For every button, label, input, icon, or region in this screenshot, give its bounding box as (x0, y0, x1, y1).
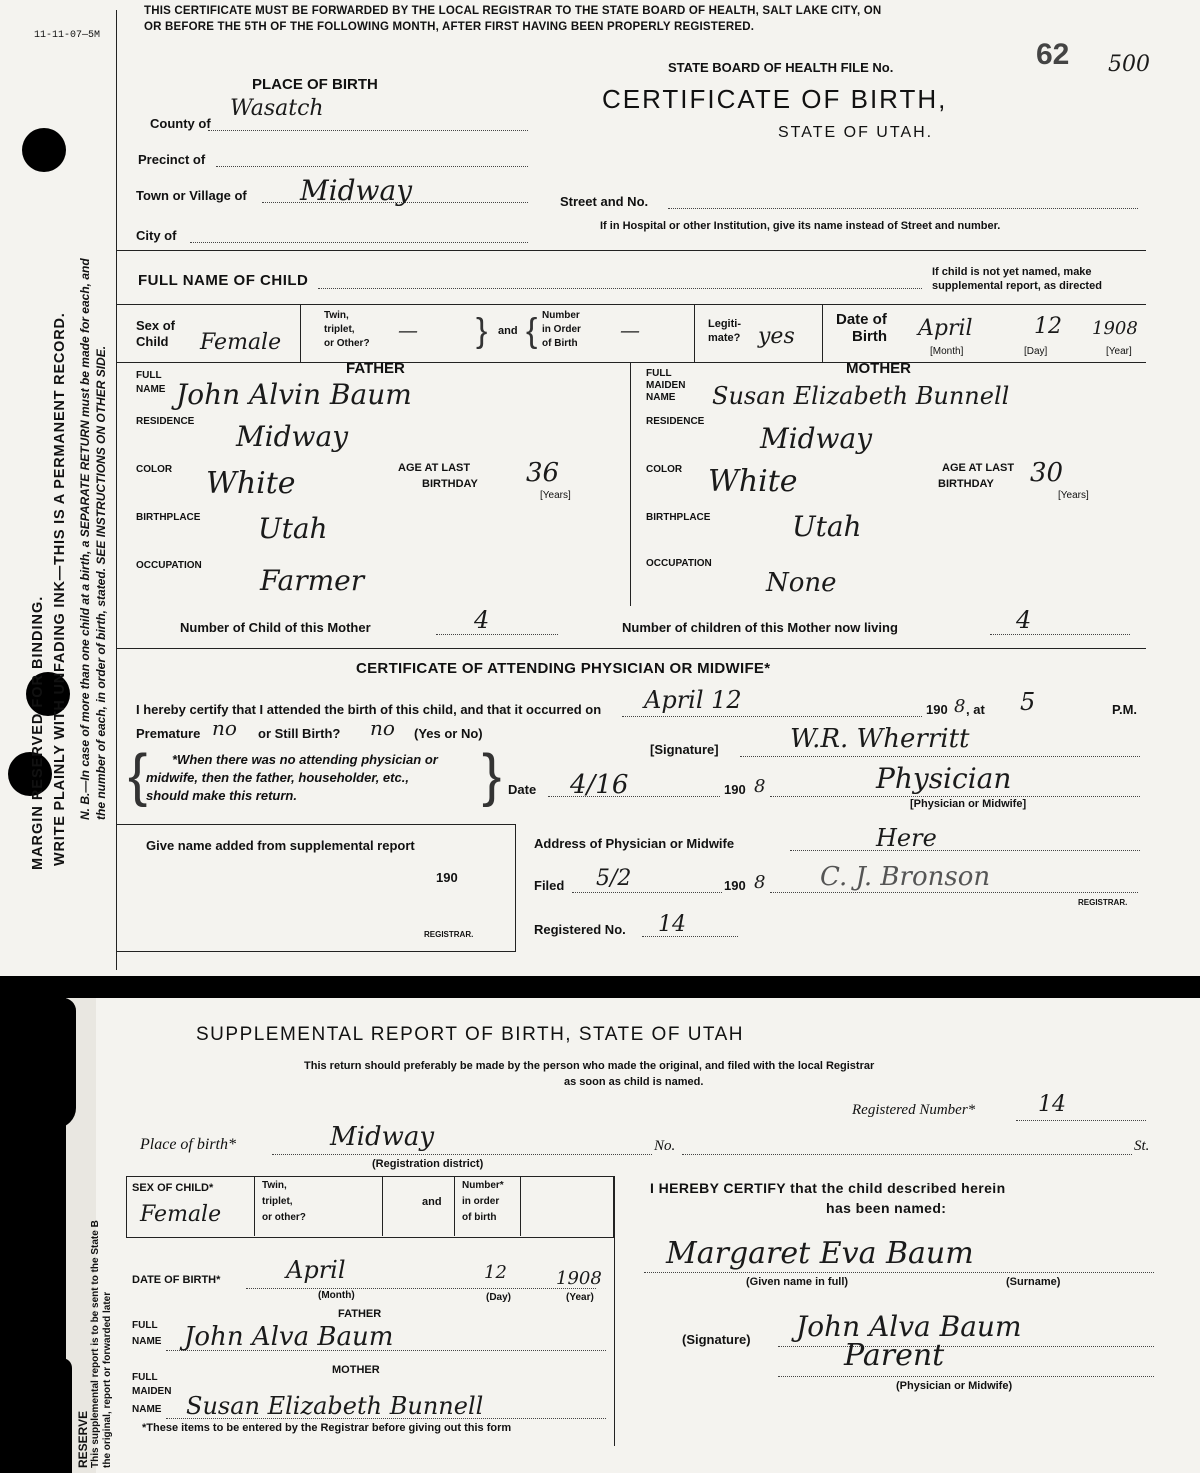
number-label-2: in Order (542, 324, 581, 335)
dob-year: 1908 (1092, 318, 1138, 339)
supp-surname-caption: (Surname) (1006, 1276, 1061, 1288)
supplemental-report (66, 998, 1200, 1473)
supp-month-caption: (Month) (318, 1290, 355, 1301)
margin-nb-line1: N. B.—In case of more than one child at a birth, a SEPARATE RETURN must be made for each, and (78, 258, 92, 820)
supp-certify-2: has been named: (826, 1200, 947, 1216)
mother-age-label-1: AGE AT LAST (942, 462, 1015, 474)
supp-given-caption: (Given name in full) (746, 1276, 849, 1288)
supp-no-label: No. (654, 1138, 676, 1154)
dob-label-1: Date of (836, 311, 887, 328)
county-value: Wasatch (230, 96, 324, 121)
signature-label: [Signature] (650, 742, 719, 757)
num-living-label: Number of children of this Mother now living (622, 620, 898, 635)
father-birthplace: Utah (258, 512, 328, 545)
mother-age-label-2: BIRTHDAY (938, 478, 994, 490)
registrar-signature: C. J. Bronson (820, 862, 991, 892)
signature-value: W.R. Wherritt (790, 724, 970, 754)
supp-margin-reserved: RESERVE (76, 1410, 90, 1468)
num-child-value: 4 (474, 606, 490, 634)
premature-value: no (212, 716, 237, 740)
supp-mother-full-label: FULL (132, 1372, 158, 1383)
supp-registered-value: 14 (1038, 1092, 1066, 1117)
certify-text: I hereby certify that I attended the birth of this child, and that it occurred on (136, 702, 602, 717)
full-name-label: FULL NAME OF CHILD (138, 272, 309, 289)
dob-month: April (918, 316, 973, 341)
mother-name-label: NAME (646, 392, 676, 403)
father-color: White (206, 466, 296, 501)
address-label: Address of Physician or Midwife (534, 836, 735, 851)
supp-child-name: Margaret Eva Baum (666, 1236, 974, 1271)
sign-date: 4/16 (570, 770, 629, 800)
star-note-3: should make this return. (146, 788, 297, 803)
supp-day-caption: (Day) (486, 1292, 512, 1303)
role-caption: [Physician or Midwife] (910, 798, 1027, 810)
number-label-1: Number (542, 310, 580, 321)
not-named-note-1: If child is not yet named, make (932, 266, 1092, 278)
legit-value: yes (758, 324, 795, 349)
still-birth-label: or Still Birth? (258, 726, 341, 741)
supp-sex-value: Female (140, 1202, 222, 1227)
role-value: Physician (876, 762, 1012, 795)
supp-sex-label: SEX OF CHILD* (132, 1182, 214, 1194)
supp-signature-value: John Alva Baum (796, 1310, 1022, 1343)
hospital-note: If in Hospital or other Institution, give its name instead of Street and number. (600, 220, 1001, 232)
supp-year-caption: (Year) (566, 1292, 594, 1303)
sign-year-prefix: 190 (724, 782, 746, 797)
father-age: 36 (526, 458, 560, 488)
yes-no-label: (Yes or No) (414, 726, 483, 741)
registered-value: 14 (658, 912, 686, 937)
filed-date: 5/2 (596, 866, 632, 891)
at-label: , at (966, 702, 985, 717)
and-label: and (498, 325, 518, 337)
number-value: — (620, 318, 640, 342)
supp-role-caption: (Physician or Midwife) (896, 1380, 1013, 1392)
father-occupation: Farmer (260, 564, 365, 597)
twin-value: — (398, 318, 418, 342)
father-name-label: NAME (136, 384, 166, 395)
dob-day: 12 (1034, 314, 1062, 339)
supp-twin-label-2: triplet, (262, 1196, 293, 1207)
notice-line-2: OR BEFORE THE 5TH OF THE FOLLOWING MONTH, AFTER FIRST HAVING BEEN PROPERLY REGISTERED. (144, 21, 755, 33)
supp-twin-label-3: or other? (262, 1212, 306, 1223)
pm-label: P.M. (1112, 702, 1138, 717)
father-residence: Midway (236, 420, 349, 453)
supp-margin-line-2: the original, report or forwarded later (102, 1291, 113, 1468)
file-no-extra: 500 (1108, 52, 1150, 77)
mother-heading: MOTHER (846, 360, 911, 377)
supp-st-label: St. (1134, 1138, 1150, 1154)
occurred-year-prefix: 190 (926, 702, 948, 717)
city-label: City of (136, 228, 177, 243)
supp-and-label: and (422, 1196, 442, 1208)
filed-year-digit: 8 (754, 872, 766, 893)
father-full-label: FULL (136, 370, 162, 381)
certificate-title: CERTIFICATE OF BIRTH, (602, 84, 948, 114)
star-note-2: midwife, then the father, householder, etc., (146, 770, 409, 785)
physician-heading: CERTIFICATE OF ATTENDING PHYSICIAN OR MIDWIFE* (356, 660, 771, 677)
mother-occupation: None (766, 568, 837, 598)
supp-box-registrar: REGISTRAR. (424, 930, 474, 939)
mother-birthplace: Utah (792, 510, 862, 543)
supp-number-label-2: in order (462, 1196, 500, 1207)
registrar-caption: REGISTRAR. (1078, 898, 1128, 907)
margin-reserved-text: MARGIN RESERVED FOR BINDING. (30, 595, 46, 870)
precinct-label: Precinct of (138, 152, 206, 167)
still-birth-value: no (370, 716, 395, 740)
occurred-date: April 12 (644, 686, 742, 714)
supp-number-label-3: of birth (462, 1212, 497, 1223)
premature-label: Premature (136, 726, 201, 741)
supp-dob-month: April (286, 1256, 346, 1284)
supp-mother-name: Susan Elizabeth Bunnell (186, 1392, 484, 1420)
file-no-label: STATE BOARD OF HEALTH FILE No. (668, 60, 894, 75)
supp-margin-line-1: This supplemental report is to be sent to the State B (90, 1220, 101, 1468)
supp-twin-label-1: Twin, (262, 1180, 287, 1191)
mother-occupation-label: OCCUPATION (646, 558, 712, 569)
supp-father-name: John Alva Baum (184, 1322, 394, 1352)
form-code: 11-11-07—5M (34, 30, 101, 41)
father-age-label-2: BIRTHDAY (422, 478, 478, 490)
father-age-label-1: AGE AT LAST (398, 462, 471, 474)
supp-district-caption: (Registration district) (372, 1158, 484, 1170)
father-years-caption: [Years] (540, 490, 571, 501)
supp-registered-label: Registered Number* (852, 1102, 976, 1118)
twin-label-3: or Other? (324, 338, 370, 349)
month-caption: [Month] (930, 346, 964, 357)
supp-title: SUPPLEMENTAL REPORT OF BIRTH, STATE OF UTAH (196, 1024, 745, 1045)
filed-label: Filed (534, 878, 565, 893)
supp-intro-2: as soon as child is named. (564, 1076, 704, 1088)
legit-label-1: Legiti- (708, 318, 741, 330)
supp-box-text: Give name added from supplemental report (146, 838, 415, 853)
mother-maiden-label: MAIDEN (646, 380, 686, 391)
filed-year-prefix: 190 (724, 878, 746, 893)
number-label-3: of Birth (542, 338, 578, 349)
supp-mother-name-label: NAME (132, 1404, 162, 1415)
supp-box-year: 190 (436, 870, 458, 885)
father-occupation-label: OCCUPATION (136, 560, 202, 571)
father-birthplace-label: BIRTHPLACE (136, 512, 201, 523)
registered-label: Registered No. (534, 922, 626, 937)
dob-label-2: Birth (852, 328, 887, 345)
mother-color: White (708, 464, 798, 499)
supp-number-label-1: Number* (462, 1180, 504, 1191)
father-color-label: COLOR (136, 464, 173, 475)
certificate-subtitle: STATE OF UTAH. (778, 124, 934, 141)
address-value: Here (876, 824, 937, 852)
father-name: John Alvin Baum (176, 378, 412, 411)
twin-label-1: Twin, (324, 310, 349, 321)
supp-intro-1: This return should preferably be made by the person who made the original, and filed with the local Registrar (304, 1060, 875, 1072)
mother-color-label: COLOR (646, 464, 683, 475)
county-label: County of (150, 116, 211, 131)
margin-nb-line2: the number of each, in order of birth, stated. SEE INSTRUCTIONS ON OTHER SIDE. (94, 345, 108, 820)
occurred-year-digit: 8 (954, 696, 966, 717)
sex-label-2: Child (136, 334, 169, 349)
mother-years-caption: [Years] (1058, 490, 1089, 501)
sex-value: Female (200, 330, 282, 355)
day-caption: [Day] (1024, 346, 1048, 357)
star-note-1: *When there was no attending physician or (172, 752, 438, 767)
mother-name: Susan Elizabeth Bunnell (712, 382, 1010, 410)
supp-place-label: Place of birth* (140, 1136, 236, 1153)
mother-full-label: FULL (646, 368, 672, 379)
supp-signature-label: (Signature) (682, 1332, 751, 1347)
supp-father-full-label: FULL (132, 1320, 158, 1331)
supp-dob-label: DATE OF BIRTH* (132, 1274, 221, 1286)
father-residence-label: RESIDENCE (136, 416, 195, 427)
punch-hole (22, 128, 66, 172)
town-value: Midway (300, 174, 413, 207)
legit-label-2: mate? (708, 332, 741, 344)
supp-dob-day: 12 (484, 1262, 507, 1283)
street-label: Street and No. (560, 194, 649, 209)
file-no-value: 62 (1036, 38, 1070, 71)
supp-dob-year: 1908 (556, 1268, 602, 1289)
num-living-value: 4 (1016, 606, 1032, 634)
mother-residence: Midway (760, 422, 873, 455)
supp-place-value: Midway (330, 1122, 435, 1152)
notice-line-1: THIS CERTIFICATE MUST BE FORWARDED BY THE LOCAL REGISTRAR TO THE STATE BOARD OF HEALTH, SALT LAKE CITY, ON (144, 5, 882, 17)
supp-father-heading: FATHER (338, 1308, 382, 1320)
mother-birthplace-label: BIRTHPLACE (646, 512, 711, 523)
supp-footnote: *These items to be entered by the Registrar before giving out this form (142, 1422, 512, 1434)
father-heading: FATHER (346, 360, 405, 377)
supp-mother-heading: MOTHER (332, 1364, 380, 1376)
not-named-note-2: supplemental report, as directed (932, 280, 1102, 292)
occurred-time: 5 (1020, 688, 1036, 716)
mother-residence-label: RESIDENCE (646, 416, 705, 427)
num-child-label: Number of Child of this Mother (180, 620, 371, 635)
twin-label-2: triplet, (324, 324, 355, 335)
margin-ink-notice: WRITE PLAINLY WITH UNFADING INK—THIS IS A PERMANENT RECORD. (52, 312, 68, 866)
supp-certify-1: I HEREBY CERTIFY that the child described herein (650, 1180, 1006, 1196)
town-label: Town or Village of (136, 188, 247, 203)
sign-year-digit: 8 (754, 776, 766, 797)
sex-label-1: Sex of (136, 318, 176, 333)
place-of-birth-heading: PLACE OF BIRTH (252, 76, 378, 93)
year-caption: [Year] (1106, 346, 1132, 357)
supp-mother-maiden-label: MAIDEN (132, 1386, 172, 1397)
supp-role-value: Parent (844, 1338, 945, 1373)
supp-father-name-label: NAME (132, 1336, 162, 1347)
birth-certificate: 11-11-07—5M MARGIN RESERVED FOR BINDING. WRITE PLAINLY WITH UNFADING INK—THIS IS A PERMANENT RECORD. N. B.—In case of more than one child at a birth, a SEPARATE RETURN must be made for each, and the number of each, in order of birth, stated. SEE INSTRUCTIONS ON OTHER SIDE. THIS CERTIFICATE MUST BE FORWARDED BY THE LOCAL REGISTRAR TO THE STATE BOARD OF HEALTH, SALT LAKE CITY, ON OR BEFORE THE 5TH OF THE FOLLOWING MONTH, AFTER FIRST HAVING BEEN PROPERLY REGISTERED. STATE BOARD OF HEALTH FILE No. 62 500 CERTIFICATE OF BIRTH, STATE OF UTAH. PLACE OF BIRTH County of Wasatch Precinct of Town or Village of Midway City of Street and No. If in Hospital or other Institution, give its name instead of Street and number. FULL NAME OF CHILD If child is not yet named, make supplemental report, as directed Sex of Child Female Twin, triplet, or Other? — } and { Number in Order of Birth — Legiti- mate? yes Date of Birth April 12 1908 [Month] [Day] [Year] FATHER FULL NAME John Alvin Baum RESIDENCE Midway COLOR White AGE AT LAST BIRTHDAY 36 [Years] BIRTHPLACE Utah OCCUPATION Farmer MOTHER FULL MAIDEN NAME Susan Elizabeth Bunnell RESIDENCE Midway COLOR White AGE AT LAST BIRTHDAY 30 [Years] BIRTHPLACE Utah OCCUPATION None Number of Child of this Mother 4 Number of children of this Mother now living 4 CERTIFICATE OF ATTENDING PHYSICIAN OR MIDWIFE* I hereby certify that I attended the birth of this child, and that it occurred on April 12 190 8 , at 5 P.M. Premature no or Still Birth? no (Yes or No) { *When there was no attending physician or midwife, then the father, householder, etc., should make this return. } [Signature] W.R. Wherritt Date 4/16 190 8 Physician [Physician or Midwife] Give name added from supplemental report 190 REGISTRAR. Address of Physician or Midwife Here Filed 5/2 190 8 C. J. Bronson REGISTRAR. Registered No. 14 (0, 0, 1200, 976)
date-label: Date (508, 782, 537, 797)
mother-age: 30 (1030, 458, 1064, 488)
